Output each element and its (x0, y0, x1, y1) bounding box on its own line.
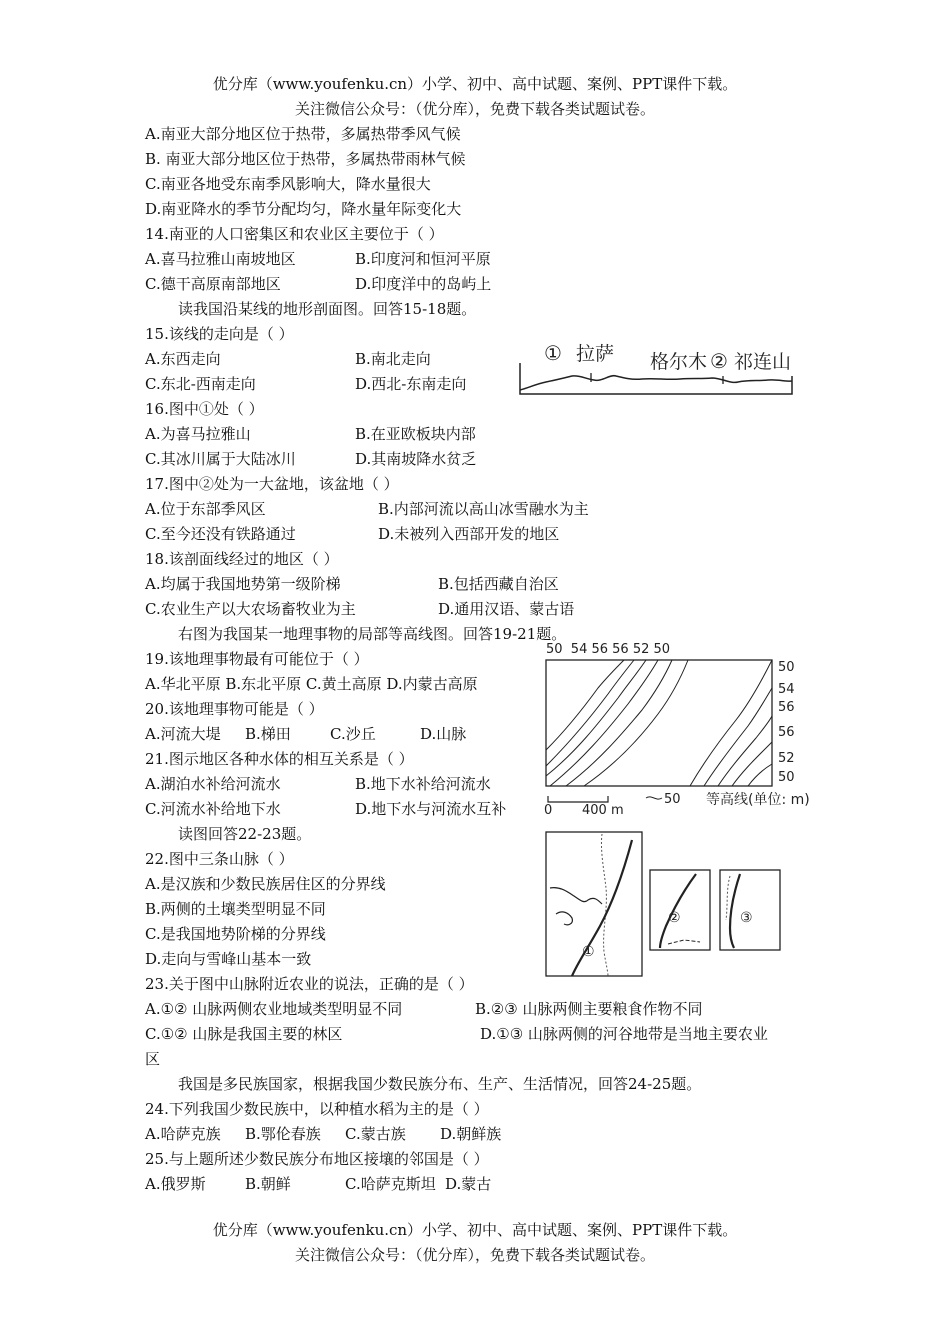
contour-legend-value: 50 (664, 792, 681, 807)
contour-right-label: 56 (778, 700, 795, 715)
q16-option-a: A.为喜马拉雅山 (145, 425, 251, 443)
q18-option-b: B.包括西藏自治区 (438, 575, 559, 593)
profile-label-geermu: 格尔木 (650, 351, 708, 373)
contour-scale-zero: 0 (544, 803, 553, 818)
q16-option-d: D.其南坡降水贫乏 (355, 450, 477, 468)
contour-right-label: 56 (778, 725, 795, 740)
header-line-1: 优分库（www.youfenku.cn）小学、初中、高中试题、案例、PPT课件下载。 (212, 75, 738, 93)
q21-option-d: D.地下水与河流水互补 (355, 800, 507, 818)
q20-stem: 20.该地理事物可能是（ ） (145, 700, 324, 718)
map-1-river (550, 888, 602, 904)
map-1-border (601, 834, 608, 976)
q21-option-b: B.地下水补给河流水 (355, 775, 491, 793)
q17-stem: 17.图中②处为一大盆地，该盆地（ ） (145, 475, 399, 493)
mountain-label-3: ③ (740, 910, 753, 926)
intro-15-18: 读我国沿某线的地形剖面图。回答15-18题。 (178, 300, 477, 318)
footer-line-2: 关注微信公众号：（优分库），免费下载各类试题试卷。 (294, 1246, 655, 1264)
q21-option-a: A.湖泊水补给河流水 (145, 775, 281, 793)
map-3-border (726, 876, 730, 920)
q14-option-c: C.德干高原南部地区 (145, 275, 281, 293)
terrain-profile-figure (516, 338, 796, 400)
profile-terrain-line (520, 376, 792, 390)
q16-option-c: C.其冰川属于大陆冰川 (145, 450, 296, 468)
intro-22-23: 读图回答22-23题。 (178, 825, 312, 843)
q25-option-d: D.蒙古 (445, 1175, 492, 1193)
contour-right-label: 50 (778, 660, 795, 675)
q15-option-d: D.西北-东南走向 (355, 375, 467, 393)
q19-options: A.华北平原 B.东北平原 C.黄土高原 D.内蒙古高原 (145, 675, 478, 693)
contour-map-figure (542, 638, 842, 822)
q21-option-c: C.河流水补给地下水 (145, 800, 281, 818)
q23-option-a: A.①② 山脉两侧农业地域类型明显不同 (145, 1000, 403, 1018)
q24-option-d: D.朝鲜族 (440, 1125, 502, 1143)
q19-stem: 19.该地理事物最有可能位于（ ） (145, 650, 369, 668)
mountain-range-1 (572, 840, 632, 976)
contour-scale-distance: 400 m (582, 803, 624, 818)
header-line-2: 关注微信公众号：（优分库），免费下载各类试题试卷。 (294, 100, 655, 118)
q22-stem: 22.图中三条山脉（ ） (145, 850, 294, 868)
q13-option-a: A.南亚大部分地区位于热带，多属热带季风气候 (145, 125, 461, 143)
q17-option-b: B.内部河流以高山冰雪融水为主 (378, 500, 589, 518)
profile-label-2: ② (710, 349, 728, 373)
mountains-map-figure (544, 830, 784, 980)
intro-19-21: 右图为我国某一地理事物的局部等高线图。回答19-21题。 (178, 625, 567, 643)
q22-option-a: A.是汉族和少数民族居住区的分界线 (145, 875, 386, 893)
profile-label-qilian: 祁连山 (734, 351, 792, 373)
q14-stem: 14.南亚的人口密集区和农业区主要位于（ ） (145, 225, 444, 243)
q20-option-a: A.河流大堤 (145, 725, 221, 743)
q15-option-b: B.南北走向 (355, 350, 431, 368)
contour-right-label: 50 (778, 770, 795, 785)
contour-legend-text: 等高线(单位: m) (706, 792, 810, 808)
q21-stem: 21.图示地区各种水体的相互关系是（ ） (145, 750, 414, 768)
q13-option-c: C.南亚各地受东南季风影响大，降水量很大 (145, 175, 431, 193)
intro-24-25: 我国是多民族国家，根据我国少数民族分布、生产、生活情况，回答24-25题。 (178, 1075, 702, 1093)
q20-option-b: B.梯田 (245, 725, 291, 743)
q18-stem: 18.该剖面线经过的地区（ ） (145, 550, 339, 568)
q18-option-c: C.农业生产以大农场畜牧业为主 (145, 600, 356, 618)
q13-option-d: D.南亚降水的季节分配均匀，降水量年际变化大 (145, 200, 462, 218)
mountain-range-3 (730, 874, 740, 948)
map-1-coast (556, 912, 572, 925)
q25-option-c: C.哈萨克斯坦 (345, 1175, 436, 1193)
profile-label-lasa: 拉萨 (576, 343, 615, 365)
q23-option-d: D.①③ 山脉两侧的河谷地带是当地主要农业 (480, 1025, 768, 1043)
q17-option-d: D.未被列入西部开发的地区 (378, 525, 560, 543)
contour-top-labels: 50 54 56 56 52 50 (546, 642, 671, 657)
q24-stem: 24.下列我国少数民族中，以种植水稻为主的是（ ） (145, 1100, 489, 1118)
mountain-label-1: ① (582, 944, 595, 960)
q25-option-a: A.俄罗斯 (145, 1175, 206, 1193)
contour-right-label: 54 (778, 682, 795, 697)
q14-option-b: B.印度河和恒河平原 (355, 250, 491, 268)
q23-stem: 23.关于图中山脉附近农业的说法，正确的是（ ） (145, 975, 474, 993)
contour-lines (546, 660, 772, 786)
q22-option-c: C.是我国地势阶梯的分界线 (145, 925, 326, 943)
contour-legend-symbol (646, 797, 662, 799)
map-2-border (668, 940, 700, 944)
q20-option-c: C.沙丘 (330, 725, 376, 743)
q14-option-a: A.喜马拉雅山南坡地区 (145, 250, 296, 268)
q13-option-b: B. 南亚大部分地区位于热带，多属热带雨林气候 (145, 150, 466, 168)
q25-option-b: B.朝鲜 (245, 1175, 291, 1193)
q24-option-b: B.鄂伦春族 (245, 1125, 321, 1143)
q24-option-a: A.哈萨克族 (145, 1125, 221, 1143)
q15-option-a: A.东西走向 (145, 350, 221, 368)
contour-scale-bar (548, 796, 608, 802)
q14-option-d: D.印度洋中的岛屿上 (355, 275, 492, 293)
q20-option-d: D.山脉 (420, 725, 467, 743)
footer-line-1: 优分库（www.youfenku.cn）小学、初中、高中试题、案例、PPT课件下载。 (212, 1221, 738, 1239)
q25-stem: 25.与上题所述少数民族分布地区接壤的邻国是（ ） (145, 1150, 489, 1168)
contour-frame (546, 660, 772, 786)
contour-right-label: 52 (778, 751, 795, 766)
q18-option-a: A.均属于我国地势第一级阶梯 (145, 575, 341, 593)
q17-option-c: C.至今还没有铁路通过 (145, 525, 296, 543)
q15-option-c: C.东北-西南走向 (145, 375, 256, 393)
q23-option-b: B.②③ 山脉两侧主要粮食作物不同 (475, 1000, 703, 1018)
q23-option-c: C.①② 山脉是我国主要的林区 (145, 1025, 343, 1043)
q18-option-d: D.通用汉语、蒙古语 (438, 600, 575, 618)
q24-option-c: C.蒙古族 (345, 1125, 406, 1143)
profile-label-1: ① (544, 341, 562, 365)
q16-option-b: B.在亚欧板块内部 (355, 425, 476, 443)
q16-stem: 16.图中①处（ ） (145, 400, 264, 418)
q15-stem: 15.该线的走向是（ ） (145, 325, 294, 343)
q22-option-d: D.走向与雪峰山基本一致 (145, 950, 312, 968)
mountain-label-2: ② (668, 910, 681, 926)
q17-option-a: A.位于东部季风区 (145, 500, 266, 518)
q23-option-d-continued: 区 (145, 1050, 161, 1068)
q22-option-b: B.两侧的土壤类型明显不同 (145, 900, 326, 918)
